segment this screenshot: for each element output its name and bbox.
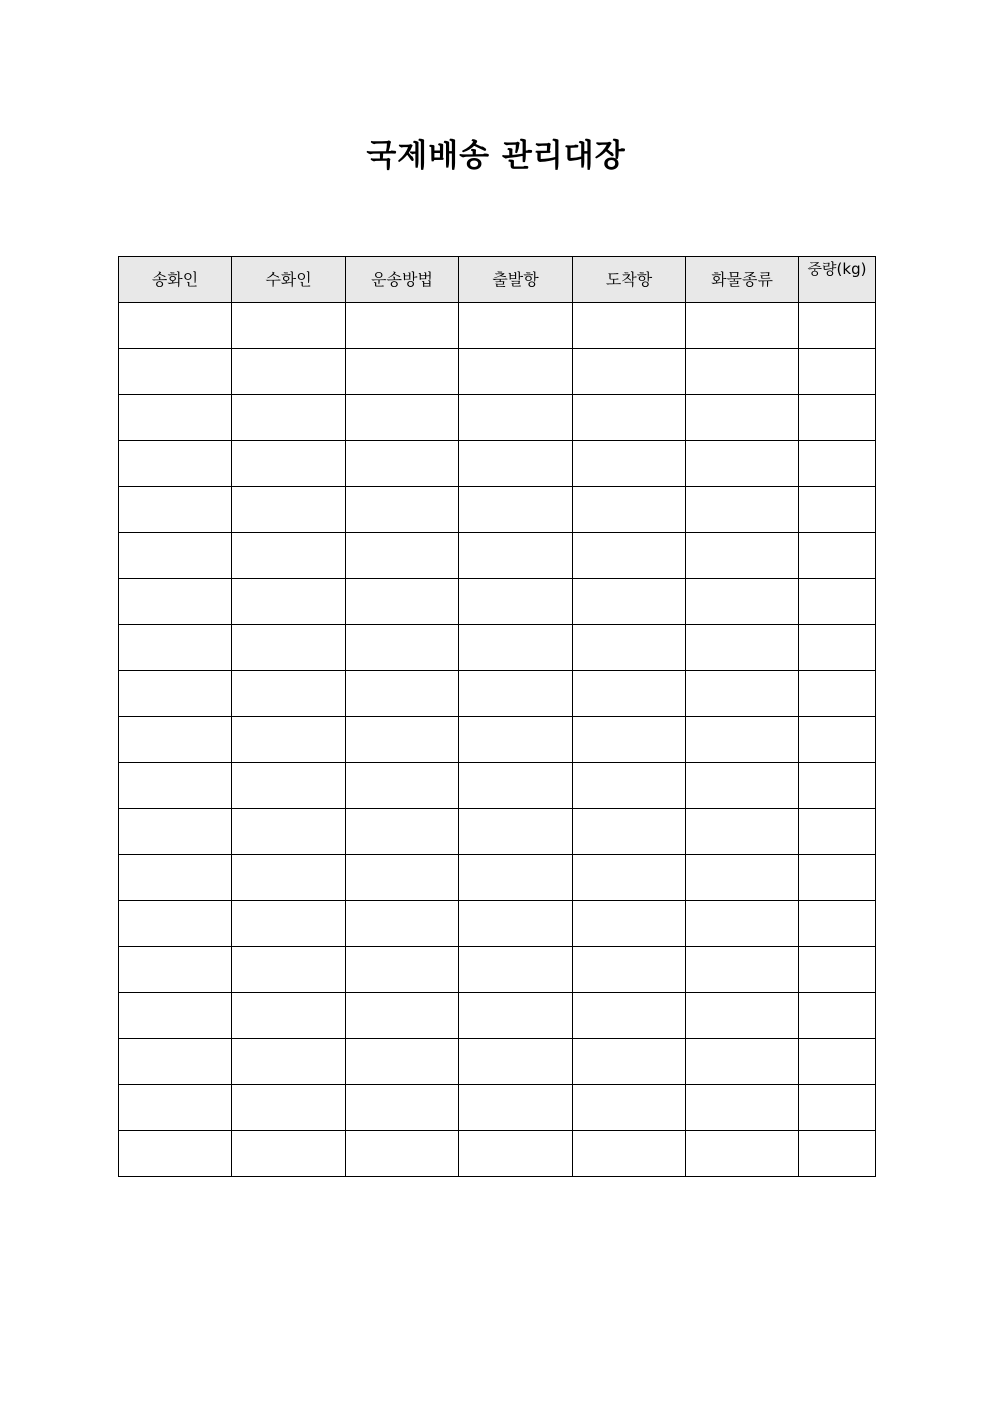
table-cell[interactable] [686, 441, 799, 487]
table-cell[interactable] [346, 625, 459, 671]
table-cell[interactable] [686, 671, 799, 717]
table-row [119, 1085, 876, 1131]
table-cell[interactable] [799, 1039, 876, 1085]
table-row [119, 993, 876, 1039]
table-cell[interactable] [799, 901, 876, 947]
table-cell[interactable] [573, 855, 686, 901]
table-cell[interactable] [573, 1085, 686, 1131]
table-cell[interactable] [232, 441, 346, 487]
table-cell[interactable] [119, 579, 232, 625]
table-row [119, 763, 876, 809]
table-cell[interactable] [686, 993, 799, 1039]
table-cell[interactable] [459, 349, 573, 395]
table-row [119, 717, 876, 763]
table-cell[interactable] [119, 395, 232, 441]
table-cell[interactable] [232, 809, 346, 855]
table-cell[interactable] [232, 533, 346, 579]
table-cell[interactable] [232, 993, 346, 1039]
table-cell[interactable] [686, 303, 799, 349]
table-cell[interactable] [573, 349, 686, 395]
table-cell[interactable] [346, 763, 459, 809]
table-cell[interactable] [346, 1131, 459, 1177]
table-row [119, 1131, 876, 1177]
table-cell[interactable] [459, 533, 573, 579]
table-cell[interactable] [573, 303, 686, 349]
table-cell[interactable] [573, 625, 686, 671]
table-cell[interactable] [686, 1131, 799, 1177]
table-cell[interactable] [232, 349, 346, 395]
table-cell[interactable] [573, 901, 686, 947]
table-cell[interactable] [232, 1131, 346, 1177]
table-cell[interactable] [346, 487, 459, 533]
table-cell[interactable] [119, 349, 232, 395]
table-cell[interactable] [799, 947, 876, 993]
table-cell[interactable] [799, 395, 876, 441]
table-cell[interactable] [573, 993, 686, 1039]
table-cell[interactable] [232, 717, 346, 763]
table-cell[interactable] [119, 1085, 232, 1131]
table-cell[interactable] [459, 947, 573, 993]
table-cell[interactable] [119, 993, 232, 1039]
table-cell[interactable] [232, 579, 346, 625]
table-cell[interactable] [346, 671, 459, 717]
table-cell[interactable] [232, 671, 346, 717]
table-cell[interactable] [346, 993, 459, 1039]
table-cell[interactable] [119, 533, 232, 579]
table-row [119, 901, 876, 947]
header-cargo-type: 화물종류 [686, 257, 799, 303]
table-cell[interactable] [346, 717, 459, 763]
table-cell[interactable] [686, 1085, 799, 1131]
table-cell[interactable] [686, 717, 799, 763]
table-cell[interactable] [459, 1131, 573, 1177]
table-cell[interactable] [459, 855, 573, 901]
table-cell[interactable] [686, 579, 799, 625]
table-cell[interactable] [573, 763, 686, 809]
table-cell[interactable] [459, 901, 573, 947]
table-cell[interactable] [686, 763, 799, 809]
header-arrival-port: 도착항 [573, 257, 686, 303]
table-cell[interactable] [232, 487, 346, 533]
table-cell[interactable] [232, 1085, 346, 1131]
table-cell[interactable] [799, 625, 876, 671]
table-cell[interactable] [459, 487, 573, 533]
table-cell[interactable] [573, 487, 686, 533]
table-cell[interactable] [346, 441, 459, 487]
table-cell[interactable] [232, 1039, 346, 1085]
table-cell[interactable] [346, 901, 459, 947]
table-cell[interactable] [119, 487, 232, 533]
table-cell[interactable] [119, 855, 232, 901]
table-cell[interactable] [573, 717, 686, 763]
table-cell[interactable] [119, 441, 232, 487]
table-cell[interactable] [573, 671, 686, 717]
table-cell[interactable] [232, 303, 346, 349]
table-cell[interactable] [799, 579, 876, 625]
table-row [119, 533, 876, 579]
table-cell[interactable] [459, 625, 573, 671]
table-cell[interactable] [459, 763, 573, 809]
table-row [119, 671, 876, 717]
table-cell[interactable] [346, 579, 459, 625]
table-row [119, 625, 876, 671]
ledger-body [119, 303, 876, 1177]
table-row [119, 303, 876, 349]
table-cell[interactable] [346, 395, 459, 441]
table-cell[interactable] [686, 1039, 799, 1085]
table-cell[interactable] [459, 717, 573, 763]
table-cell[interactable] [459, 671, 573, 717]
header-consignee: 수화인 [232, 257, 346, 303]
table-cell[interactable] [686, 625, 799, 671]
table-cell[interactable] [799, 1085, 876, 1131]
table-cell[interactable] [346, 303, 459, 349]
table-cell[interactable] [573, 1131, 686, 1177]
table-cell[interactable] [346, 947, 459, 993]
header-shipper: 송화인 [119, 257, 232, 303]
header-row [119, 257, 876, 303]
table-cell[interactable] [573, 533, 686, 579]
table-cell[interactable] [459, 579, 573, 625]
table-cell[interactable] [119, 901, 232, 947]
header-transport-method: 운송방법 [346, 257, 459, 303]
table-row [119, 579, 876, 625]
table-cell[interactable] [573, 1039, 686, 1085]
header-weight: 중량(kg) [799, 257, 876, 303]
table-cell[interactable] [232, 855, 346, 901]
table-cell[interactable] [119, 1039, 232, 1085]
table-row [119, 395, 876, 441]
table-cell[interactable] [799, 349, 876, 395]
table-cell[interactable] [573, 579, 686, 625]
table-cell[interactable] [119, 671, 232, 717]
header-departure-port: 출발항 [459, 257, 573, 303]
table-cell[interactable] [799, 717, 876, 763]
table-row [119, 487, 876, 533]
table-cell[interactable] [232, 625, 346, 671]
table-row [119, 947, 876, 993]
table-cell[interactable] [686, 395, 799, 441]
table-cell[interactable] [119, 717, 232, 763]
table-cell[interactable] [799, 303, 876, 349]
table-cell[interactable] [459, 303, 573, 349]
table-cell[interactable] [232, 395, 346, 441]
table-cell[interactable] [459, 809, 573, 855]
table-cell[interactable] [346, 1039, 459, 1085]
table-cell[interactable] [799, 993, 876, 1039]
table-row [119, 1039, 876, 1085]
table-cell[interactable] [119, 809, 232, 855]
table-cell[interactable] [686, 487, 799, 533]
document-title: 국제배송 관리대장 [366, 138, 626, 174]
table-cell[interactable] [119, 947, 232, 993]
table-cell[interactable] [686, 855, 799, 901]
table-cell[interactable] [686, 533, 799, 579]
table-cell[interactable] [799, 441, 876, 487]
table-cell[interactable] [573, 395, 686, 441]
table-cell[interactable] [459, 1039, 573, 1085]
table-cell[interactable] [232, 947, 346, 993]
table-row [119, 441, 876, 487]
table-cell[interactable] [799, 763, 876, 809]
table-cell[interactable] [799, 855, 876, 901]
table-cell[interactable] [573, 441, 686, 487]
table-cell[interactable] [573, 809, 686, 855]
table-cell[interactable] [232, 901, 346, 947]
table-cell[interactable] [799, 809, 876, 855]
table-cell[interactable] [459, 395, 573, 441]
table-cell[interactable] [459, 993, 573, 1039]
table-cell[interactable] [346, 1085, 459, 1131]
table-cell[interactable] [573, 947, 686, 993]
table-cell[interactable] [346, 855, 459, 901]
table-cell[interactable] [686, 809, 799, 855]
table-cell[interactable] [232, 763, 346, 809]
table-row [119, 809, 876, 855]
table-row [119, 855, 876, 901]
table-cell[interactable] [799, 487, 876, 533]
table-cell[interactable] [119, 303, 232, 349]
table-cell[interactable] [346, 349, 459, 395]
table-cell[interactable] [799, 671, 876, 717]
table-cell[interactable] [799, 533, 876, 579]
table-cell[interactable] [459, 1085, 573, 1131]
shipping-ledger-table [118, 256, 876, 1177]
table-cell[interactable] [119, 625, 232, 671]
table-cell[interactable] [119, 1131, 232, 1177]
table-cell[interactable] [119, 763, 232, 809]
table-cell[interactable] [686, 901, 799, 947]
table-cell[interactable] [346, 533, 459, 579]
table-row [119, 349, 876, 395]
table-cell[interactable] [799, 1131, 876, 1177]
table-cell[interactable] [686, 947, 799, 993]
table-cell[interactable] [346, 809, 459, 855]
table-cell[interactable] [459, 441, 573, 487]
table-cell[interactable] [686, 349, 799, 395]
